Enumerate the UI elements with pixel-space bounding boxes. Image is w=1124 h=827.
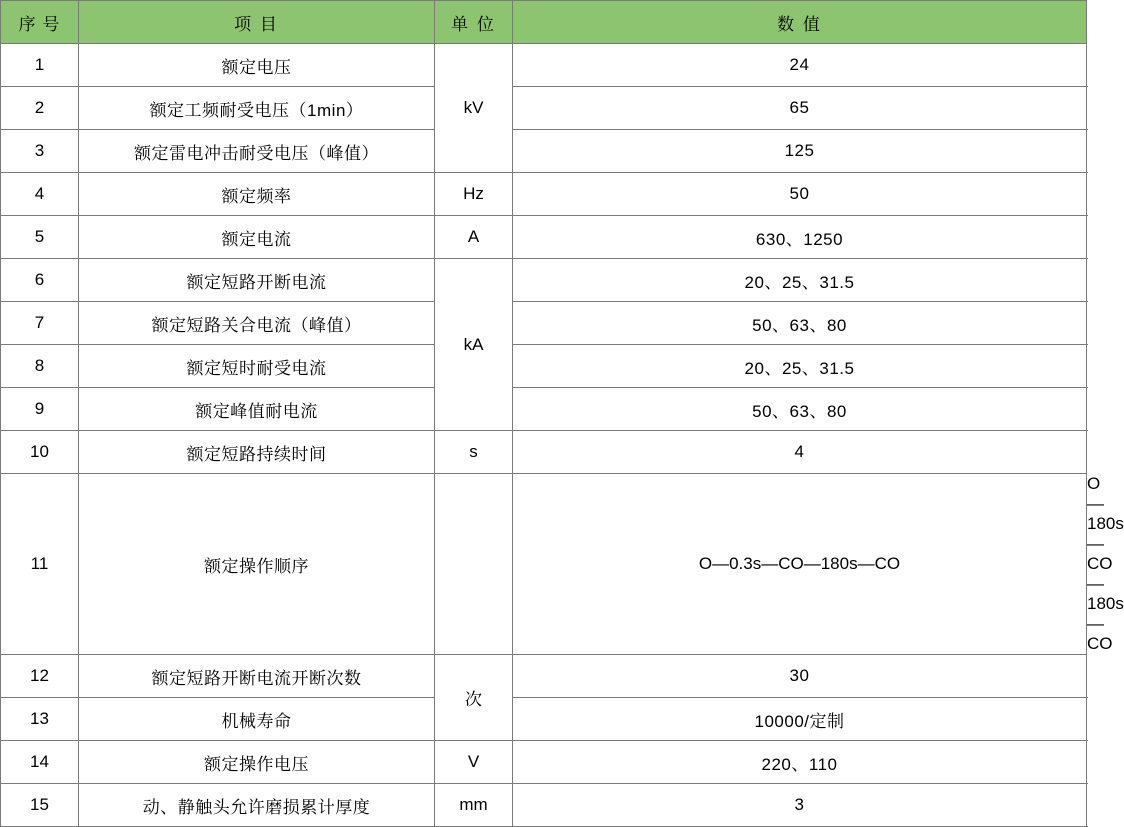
table-body bbox=[1, 44, 1124, 827]
row-value: 30 bbox=[513, 655, 1087, 698]
row-number: 10 bbox=[1, 431, 79, 474]
row-number: 9 bbox=[1, 388, 79, 431]
row-value: 65 bbox=[513, 87, 1087, 130]
row-value: 125 bbox=[513, 130, 1087, 173]
row-item-name: 额定短路开断电流开断次数 bbox=[79, 655, 435, 698]
table-row bbox=[1, 216, 1087, 259]
header-no: 序 号 bbox=[1, 1, 79, 44]
row-item-name: 动、静触头允许磨损累计厚度 bbox=[79, 784, 435, 827]
table-row bbox=[1, 655, 1087, 698]
row-item-name: 额定短时耐受电流 bbox=[79, 345, 435, 388]
row-unit: mm bbox=[435, 784, 513, 827]
table-row bbox=[1, 87, 1087, 130]
row-item-name: 额定雷电冲击耐受电压（峰值） bbox=[79, 130, 435, 173]
table-row bbox=[1, 431, 1087, 474]
row-unit: s bbox=[435, 431, 513, 474]
row-value: 50 bbox=[513, 173, 1087, 216]
row-value: 10000/定制 bbox=[513, 698, 1087, 741]
row-item-name: 额定峰值耐电流 bbox=[79, 388, 435, 431]
row-value: 20、25、31.5 bbox=[513, 259, 1087, 302]
table-row bbox=[1, 698, 1087, 741]
row-number: 1 bbox=[1, 44, 79, 87]
table-header-row bbox=[1, 1, 1087, 44]
row-number: 2 bbox=[1, 87, 79, 130]
row-value-left: O—0.3s—CO—180s—CO bbox=[513, 474, 1087, 655]
row-number: 8 bbox=[1, 345, 79, 388]
row-item-name: 机械寿命 bbox=[79, 698, 435, 741]
table-row bbox=[1, 44, 1087, 87]
row-item-name: 额定操作顺序 bbox=[79, 474, 435, 655]
row-unit: Hz bbox=[435, 173, 513, 216]
row-item-name: 额定频率 bbox=[79, 173, 435, 216]
table-row bbox=[1, 784, 1087, 827]
row-number: 14 bbox=[1, 741, 79, 784]
row-value: 50、63、80 bbox=[513, 302, 1087, 345]
table-row bbox=[1, 302, 1087, 345]
table-row bbox=[1, 345, 1087, 388]
row-number: 3 bbox=[1, 130, 79, 173]
row-item-name: 额定操作电压 bbox=[79, 741, 435, 784]
row-item-name: 额定工频耐受电压（1min） bbox=[79, 87, 435, 130]
row-number: 13 bbox=[1, 698, 79, 741]
row-unit: kV bbox=[435, 44, 513, 173]
header-unit: 单 位 bbox=[435, 1, 513, 44]
row-number: 6 bbox=[1, 259, 79, 302]
row-number: 4 bbox=[1, 173, 79, 216]
row-item-name: 额定短路关合电流（峰值） bbox=[79, 302, 435, 345]
table-row: 11 额定操作顺序 O—0.3s—CO—180s—CO O—180s—CO—180s—CO bbox=[1, 474, 1087, 655]
row-unit: 次 bbox=[435, 655, 513, 741]
header-item: 项 目 bbox=[79, 1, 435, 44]
table-header bbox=[1, 1, 1087, 44]
row-number: 15 bbox=[1, 784, 79, 827]
row-number: 11 bbox=[1, 474, 79, 655]
row-value: 24 bbox=[513, 44, 1087, 87]
header-value: 数 值 bbox=[513, 1, 1087, 44]
row-item-name: 额定短路开断电流 bbox=[79, 259, 435, 302]
table-row bbox=[1, 173, 1087, 216]
row-number: 12 bbox=[1, 655, 79, 698]
row-item-name: 额定电流 bbox=[79, 216, 435, 259]
table-row bbox=[1, 259, 1087, 302]
row-unit bbox=[435, 474, 513, 655]
row-value: 20、25、31.5 bbox=[513, 345, 1087, 388]
row-unit: kA bbox=[435, 259, 513, 431]
row-value: 50、63、80 bbox=[513, 388, 1087, 431]
row-item-name: 额定电压 bbox=[79, 44, 435, 87]
row-number: 7 bbox=[1, 302, 79, 345]
row-value: 220、110 bbox=[513, 741, 1087, 784]
table-row bbox=[1, 130, 1087, 173]
row-number: 5 bbox=[1, 216, 79, 259]
row-unit: A bbox=[435, 216, 513, 259]
table-row bbox=[1, 741, 1087, 784]
table-row bbox=[1, 388, 1087, 431]
row-unit: V bbox=[435, 741, 513, 784]
row-value: 3 bbox=[513, 784, 1087, 827]
row-value: 4 bbox=[513, 431, 1087, 474]
row-item-name: 额定短路持续时间 bbox=[79, 431, 435, 474]
row-value: 630、1250 bbox=[513, 216, 1087, 259]
